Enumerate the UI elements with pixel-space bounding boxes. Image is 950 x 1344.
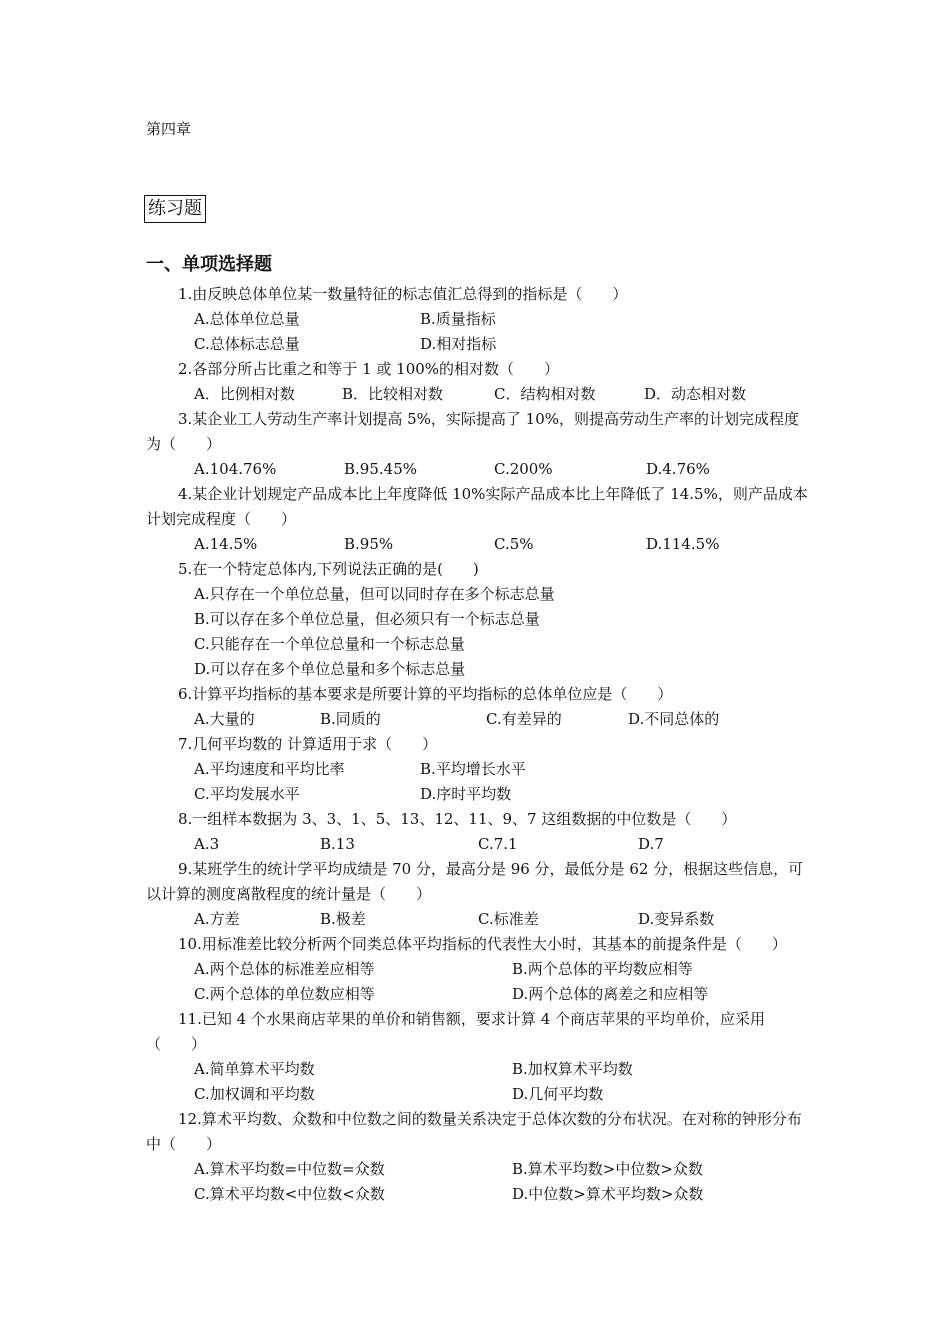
option: A.3 xyxy=(194,835,220,853)
option-row xyxy=(146,332,810,357)
option: A.简单算术平均数 xyxy=(194,1060,315,1078)
question-stem: 9.某班学生的统计学平均成绩是 70 分，最高分是 96 分，最低分是 62 分，根据这些信息，可以计算的测度离散程度的统计量是（ ） xyxy=(146,860,804,903)
option: C.5% xyxy=(494,535,534,553)
option: B.95.45% xyxy=(344,460,417,478)
question-stem: 5.在一个特定总体内,下列说法正确的是( ) xyxy=(178,560,479,578)
section-title: 一、单项选择题 xyxy=(146,254,272,275)
option: C.两个总体的单位数应相等 xyxy=(194,985,375,1003)
option: A.算术平均数=中位数=众数 xyxy=(194,1160,385,1178)
question-stem: 6.计算平均指标的基本要求是所要计算的平均指标的总体单位应是（ ） xyxy=(178,685,673,703)
option-row xyxy=(146,907,810,932)
option: C．结构相对数 xyxy=(494,385,596,403)
option: C.算术平均数<中位数<众数 xyxy=(194,1185,385,1203)
option: D．动态相对数 xyxy=(644,385,747,403)
option: B.算术平均数>中位数>众数 xyxy=(512,1160,703,1178)
option: D.可以存在多个单位总量和多个标志总量 xyxy=(194,660,466,678)
option: A.两个总体的标准差应相等 xyxy=(194,960,375,978)
option-row xyxy=(146,957,810,982)
option: B.平均增长水平 xyxy=(420,760,526,778)
option-row xyxy=(146,382,810,407)
chapter-label: 第四章 xyxy=(146,120,192,138)
option-row xyxy=(146,532,810,557)
option-row xyxy=(146,782,810,807)
option: A．比例相对数 xyxy=(194,385,295,403)
option-row xyxy=(146,757,810,782)
option: B.同质的 xyxy=(320,710,381,728)
option-row xyxy=(146,1057,810,1082)
exercise-heading: 练习题 xyxy=(144,195,206,223)
option: B.95% xyxy=(344,535,394,553)
question-stem: 2.各部分所占比重之和等于 1 或 100%的相对数（ ） xyxy=(178,360,560,378)
option: A.平均速度和平均比率 xyxy=(194,760,345,778)
question-list xyxy=(146,282,810,1207)
option-row xyxy=(146,982,810,1007)
option: A.总体单位总量 xyxy=(194,310,300,328)
question-stem: 10.用标准差比较分析两个同类总体平均指标的代表性大小时，其基本的前提条件是（ ） xyxy=(178,935,787,953)
option: D.114.5% xyxy=(646,535,720,553)
option: C.有差异的 xyxy=(486,710,562,728)
option: D.几何平均数 xyxy=(512,1085,604,1103)
question-stem: 1.由反映总体单位某一数量特征的标志值汇总得到的指标是（ ） xyxy=(178,285,628,303)
option: D.两个总体的离差之和应相等 xyxy=(512,985,709,1003)
option: B.可以存在多个单位总量，但必须只有一个标志总量 xyxy=(194,610,540,628)
option: C.200% xyxy=(494,460,553,478)
option-row xyxy=(146,832,810,857)
option: B.13 xyxy=(320,835,355,853)
option-row xyxy=(146,307,810,332)
option: A.只存在一个单位总量，但可以同时存在多个标志总量 xyxy=(194,585,555,603)
option-row xyxy=(146,1082,810,1107)
option: B．比较相对数 xyxy=(342,385,444,403)
question-stem: 8.一组样本数据为 3、3、1、5、13、12、11、9、7 这组数据的中位数是（ ） xyxy=(178,810,737,828)
option: C.总体标志总量 xyxy=(194,335,300,353)
option: D.中位数>算术平均数>众数 xyxy=(512,1185,704,1203)
option: B.质量指标 xyxy=(420,310,496,328)
question-stem: 4.某企业计划规定产品成本比上年度降低 10%实际产品成本比上年降低了 14.5%，则产品成本计划完成程度（ ） xyxy=(146,485,808,528)
option: D.4.76% xyxy=(646,460,710,478)
option: D.7 xyxy=(638,835,664,853)
option-row xyxy=(146,1182,810,1207)
question-stem: 7.几何平均数的 计算适用于求（ ） xyxy=(178,735,438,753)
question-stem: 3.某企业工人劳动生产率计划提高 5%，实际提高了 10%，则提高劳动生产率的计划完成程度为（ ） xyxy=(146,410,799,453)
option: A.大量的 xyxy=(194,710,255,728)
option: C.平均发展水平 xyxy=(194,785,300,803)
option: B.加权算术平均数 xyxy=(512,1060,633,1078)
option: C.标准差 xyxy=(478,910,539,928)
option: D.相对指标 xyxy=(420,335,497,353)
option: D.序时平均数 xyxy=(420,785,512,803)
option: B.两个总体的平均数应相等 xyxy=(512,960,693,978)
option-row xyxy=(146,457,810,482)
option: A.14.5% xyxy=(194,535,258,553)
option: B.极差 xyxy=(320,910,366,928)
option: C.7.1 xyxy=(478,835,518,853)
option: A.方差 xyxy=(194,910,240,928)
question-stem: 12.算术平均数、众数和中位数之间的数量关系决定于总体次数的分布状况。在对称的钟形分布中（ ） xyxy=(146,1110,802,1153)
option: D.变异系数 xyxy=(638,910,715,928)
option: C.只能存在一个单位总量和一个标志总量 xyxy=(194,635,465,653)
question-stem: 11.已知 4 个水果商店苹果的单价和销售额，要求计算 4 个商店苹果的平均单价，应采用（ ） xyxy=(146,1010,766,1053)
option: C.加权调和平均数 xyxy=(194,1085,315,1103)
option: D.不同总体的 xyxy=(628,710,720,728)
option: A.104.76% xyxy=(194,460,277,478)
option-row xyxy=(146,707,810,732)
option-row xyxy=(146,1157,810,1182)
